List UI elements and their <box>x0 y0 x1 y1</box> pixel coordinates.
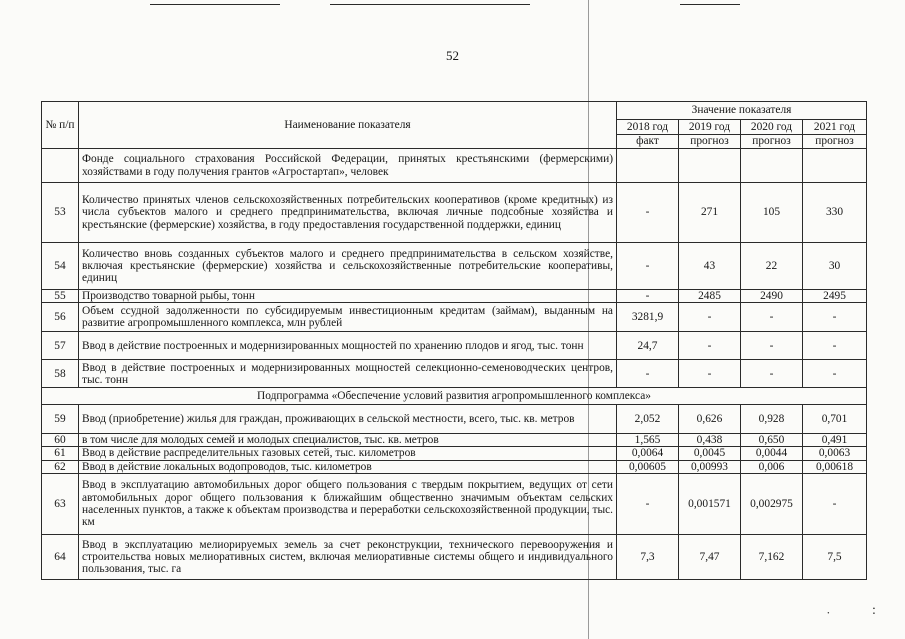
value-cell-2: 0,928 <box>741 405 803 434</box>
row-number: 62 <box>42 460 79 473</box>
value-cell-3: - <box>803 473 867 534</box>
value-cell-1: 271 <box>679 183 741 243</box>
header-year-2: 2020 год <box>741 120 803 135</box>
value-cell-2 <box>741 149 803 183</box>
value-cell-0: - <box>617 360 679 388</box>
row-number: 54 <box>42 243 79 290</box>
indicator-name: Фонде социального страхования Российской Федерации, принятых крестьянскими (фермерскими) хозяйствами в году получения грантов «Агростартап», человек <box>79 149 617 183</box>
table-row <box>42 447 867 460</box>
indicator-name: Ввод в действие построенных и модернизированных мощностей по хранению плодов и ягод, тыс. тонн <box>79 332 617 360</box>
header-year-3: 2021 год <box>803 120 867 135</box>
value-cell-0: - <box>617 290 679 303</box>
value-cell-1: 0,001571 <box>679 473 741 534</box>
value-cell-1: 0,0045 <box>679 447 741 460</box>
indicator-name: Ввод в эксплуатацию мелиорируемых земель за счет реконструкции, технического перевооружения и строительства новых мелиоративных систем, включая мелиоративные системы общего и индивидуального пользования, тыс. га <box>79 534 617 579</box>
section-title: Подпрограмма «Обеспечение условий развития агропромышленного комплекса» <box>42 388 867 405</box>
indicators-table <box>41 101 867 580</box>
indicator-name: Производство товарной рыбы, тонн <box>79 290 617 303</box>
value-cell-0: 24,7 <box>617 332 679 360</box>
value-cell-1: - <box>679 360 741 388</box>
indicator-name: Объем ссудной задолженности по субсидируемым инвестиционным кредитам (займам), выданным на развитие агропромышленного комплекса, млн рублей <box>79 303 617 332</box>
table-row <box>42 149 867 183</box>
value-cell-0: 2,052 <box>617 405 679 434</box>
indicator-name: Ввод в эксплуатацию автомобильных дорог общего пользования с твердым покрытием, ведущих от сети автомобильных дорог общего пользования к ближайшим общественно значимым объектам сельских населенных пунктов, а также к объектам производства и переработки сельскохозяйственной продукции, тыс. км <box>79 473 617 534</box>
table-row <box>42 460 867 473</box>
value-cell-1: 7,47 <box>679 534 741 579</box>
value-cell-0: 0,0064 <box>617 447 679 460</box>
value-cell-0: - <box>617 243 679 290</box>
value-cell-0: 3281,9 <box>617 303 679 332</box>
value-cell-3: - <box>803 303 867 332</box>
scan-specks: ˙ <box>826 610 831 625</box>
header-value-group: Значение показателя <box>617 102 867 120</box>
value-cell-3: 0,491 <box>803 434 867 447</box>
value-cell-0: - <box>617 473 679 534</box>
value-cell-2: 22 <box>741 243 803 290</box>
value-cell-3: 0,0063 <box>803 447 867 460</box>
header-type-0: факт <box>617 135 679 149</box>
value-cell-0: 1,565 <box>617 434 679 447</box>
value-cell-2: 0,0044 <box>741 447 803 460</box>
scan-artifact-line <box>680 4 740 5</box>
value-cell-0: 7,3 <box>617 534 679 579</box>
row-number: 59 <box>42 405 79 434</box>
table-row <box>42 332 867 360</box>
value-cell-1: - <box>679 332 741 360</box>
table-row <box>42 405 867 434</box>
value-cell-3: 2495 <box>803 290 867 303</box>
table-row <box>42 183 867 243</box>
row-number <box>42 149 79 183</box>
indicator-name: Ввод в действие локальных водопроводов, тыс. километров <box>79 460 617 473</box>
table-row <box>42 534 867 579</box>
header-type-2: прогноз <box>741 135 803 149</box>
table-row <box>42 303 867 332</box>
row-number: 55 <box>42 290 79 303</box>
scan-artifact-line <box>150 4 280 5</box>
value-cell-2: 0,006 <box>741 460 803 473</box>
header-name: Наименование показателя <box>79 102 617 149</box>
row-number: 61 <box>42 447 79 460</box>
indicator-name: Ввод (приобретение) жилья для граждан, проживающих в сельской местности, всего, тыс. кв. метров <box>79 405 617 434</box>
row-number: 63 <box>42 473 79 534</box>
indicator-name: в том числе для молодых семей и молодых специалистов, тыс. кв. метров <box>79 434 617 447</box>
scan-specks: : <box>872 603 876 618</box>
value-cell-3: - <box>803 360 867 388</box>
table-body <box>42 149 867 388</box>
value-cell-1: 43 <box>679 243 741 290</box>
header-no: № п/п <box>42 102 79 149</box>
value-cell-2: - <box>741 360 803 388</box>
table-row <box>42 434 867 447</box>
value-cell-3 <box>803 149 867 183</box>
value-cell-1: 0,00993 <box>679 460 741 473</box>
value-cell-2: 0,002975 <box>741 473 803 534</box>
indicator-name: Ввод в действие распределительных газовых сетей, тыс. километров <box>79 447 617 460</box>
value-cell-1: - <box>679 303 741 332</box>
indicator-name: Количество принятых членов сельскохозяйственных потребительских кооперативов (кроме кредитных) из числа субъектов малого и среднего предпринимательства, включая личные подсобные хозяйства и крестьянские (фермерские) хозяйства, в году предоставления государственной поддержки, единиц <box>79 183 617 243</box>
row-number: 60 <box>42 434 79 447</box>
value-cell-3: 7,5 <box>803 534 867 579</box>
header-year-1: 2019 год <box>679 120 741 135</box>
value-cell-3: 0,00618 <box>803 460 867 473</box>
section-row <box>42 388 867 405</box>
value-cell-2: - <box>741 303 803 332</box>
table-row <box>42 360 867 388</box>
value-cell-2: 7,162 <box>741 534 803 579</box>
table-row <box>42 290 867 303</box>
row-number: 56 <box>42 303 79 332</box>
scan-artifact-line <box>330 4 530 5</box>
value-cell-1: 0,626 <box>679 405 741 434</box>
value-cell-1: 0,438 <box>679 434 741 447</box>
value-cell-0: 0,00605 <box>617 460 679 473</box>
row-number: 53 <box>42 183 79 243</box>
value-cell-2: - <box>741 332 803 360</box>
row-number: 57 <box>42 332 79 360</box>
value-cell-3: - <box>803 332 867 360</box>
table-body-2 <box>42 405 867 580</box>
value-cell-3: 0,701 <box>803 405 867 434</box>
table-row <box>42 473 867 534</box>
header-type-1: прогноз <box>679 135 741 149</box>
value-cell-3: 30 <box>803 243 867 290</box>
table-row <box>42 243 867 290</box>
value-cell-2: 0,650 <box>741 434 803 447</box>
value-cell-1 <box>679 149 741 183</box>
indicator-name: Ввод в действие построенных и модернизированных мощностей селекционно-семеноводческих центров, тыс. тонн <box>79 360 617 388</box>
value-cell-0 <box>617 149 679 183</box>
value-cell-2: 105 <box>741 183 803 243</box>
row-number: 58 <box>42 360 79 388</box>
value-cell-0: - <box>617 183 679 243</box>
value-cell-3: 330 <box>803 183 867 243</box>
indicator-name: Количество вновь созданных субъектов малого и среднего предпринимательства в сельском хозяйстве, включая крестьянские (фермерские) хозяйства и сельскохозяйственные потребительские кооперативы, единиц <box>79 243 617 290</box>
row-number: 64 <box>42 534 79 579</box>
value-cell-2: 2490 <box>741 290 803 303</box>
page-number: 52 <box>446 48 459 63</box>
value-cell-1: 2485 <box>679 290 741 303</box>
header-type-3: прогноз <box>803 135 867 149</box>
header-year-0: 2018 год <box>617 120 679 135</box>
